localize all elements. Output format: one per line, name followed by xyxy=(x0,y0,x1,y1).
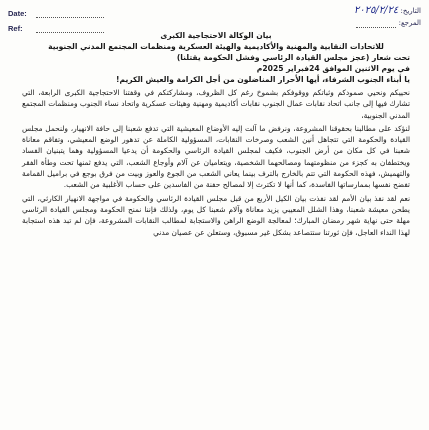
statement-greeting: يا أبناء الجنوب الشرفاء، أيها الأحرار المناضلون من أجل الكرامة والعيش الكريم! xyxy=(116,75,410,84)
paragraph-1: نحييكم ونحيي صمودكم وثباتكم ووقوفكم بشموخ رغم كل الظروف، ومشاركتكم في وقفتنا الاحتجاجية الكبرى الرابعة، التي تشارك فيها إلى جانب اتحاد نقابات عمال الجنوب نقابات أكاديمية ومهنية وهيئات عسكرية واتحاد نساء الجنوب ومنظمات المجتمع المدني الجنوبية، xyxy=(22,88,410,120)
paragraph-2: لنؤكد على مطالبنا بحقوقنا المشروعة، ونرفض ما آلت إليه الأوضاع المعيشية التي تدفع شعبنا إلى حافة الانهيار، ولنحمل مجلس القيادة والحكومة التي تتجاهل أنين الشعب وصرخات النقابات، المسؤولية الكاملة عن تدهور الوضع المعيشي، وتفاقم معاناة شعبنا في كل مكان من أرض الجنوب، فكيف لمجلس القيادة الرئاسي والحكومة أن يدعيا المسؤولية وهما يتبنيان الفساد ويختطفان به كجزء من منظومتهما ومصالحهما الشخصية، ويتعاميان عن آلام وأوجاع الشعب، التي يدفع ثمنها تحت وطأة الفقر والتهميش، فهذه الحكومة التي تتم بالخارج بالترف بينما يعاني الشعب من الجوع والعوز وبيت من فرق بوجع في براميل القمامة تفضح نفسها بممارساتها الفاسدة، كما أنها لا تكترث إلا لمصالح حفنة من الفاسدين على حساب الأغلبية من الشعب. xyxy=(22,123,410,190)
ref-label: Ref: xyxy=(8,24,23,33)
paragraph-3: نعم لقد نفذ بيان الأمم لقد نفذت بيان الكيل الأربع من قبل مجلس القيادة الرئاسي والحكومة في مواجهة الانهيار الكارثي، التي يطحن معيشة شعبنا، وهذا الشلل المعيبي يزيد معاناة وآلام شعبنا كل يوم، ولذلك فإننا نمنح الحكومة ومجلس القيادة الرئاسي مهلة حتى نهاية شهر رمضان المبارك؛ لمعالجة الوضع الراهن والاستجابة لمطالب النقابات المشروعة، فإن لم تبد هذه استجابة لهذا النداء العاجل، فإن ثورتنا ستتصاعد بشكل غير مسبوق، وستعلن عن عصيان مدني xyxy=(22,193,410,237)
date-label: Date: xyxy=(8,9,27,18)
date-line xyxy=(36,9,104,18)
date-field xyxy=(8,6,104,21)
ar-date-field xyxy=(354,5,421,17)
ar-date-label: التاريخ: xyxy=(400,7,421,15)
statement-slogan: تحت شعار (عجز مجلس القيادة الرئاسي وفشل الحكومة يقتلنا) xyxy=(176,53,410,62)
statement-body xyxy=(22,30,410,238)
arabic-header-fields xyxy=(354,5,421,29)
statement-organizations: للاتحادات النقابية والمهنية والأكاديمية والهيئة العسكرية ومنظمات المجتمع المدني الجنوبية xyxy=(48,42,384,51)
ar-ref-label: المرجع: xyxy=(398,19,421,27)
ar-ref-field xyxy=(354,17,421,29)
ar-ref-line xyxy=(356,19,396,28)
ar-date-value: ٢٠٢٥/٢/٢٤ xyxy=(353,5,399,16)
statement-title: بيان الوكالة الاحتجاجية الكبرى xyxy=(160,31,272,40)
statement-date: في يوم الاثنين الموافق 24فبراير 2025م xyxy=(256,64,410,73)
